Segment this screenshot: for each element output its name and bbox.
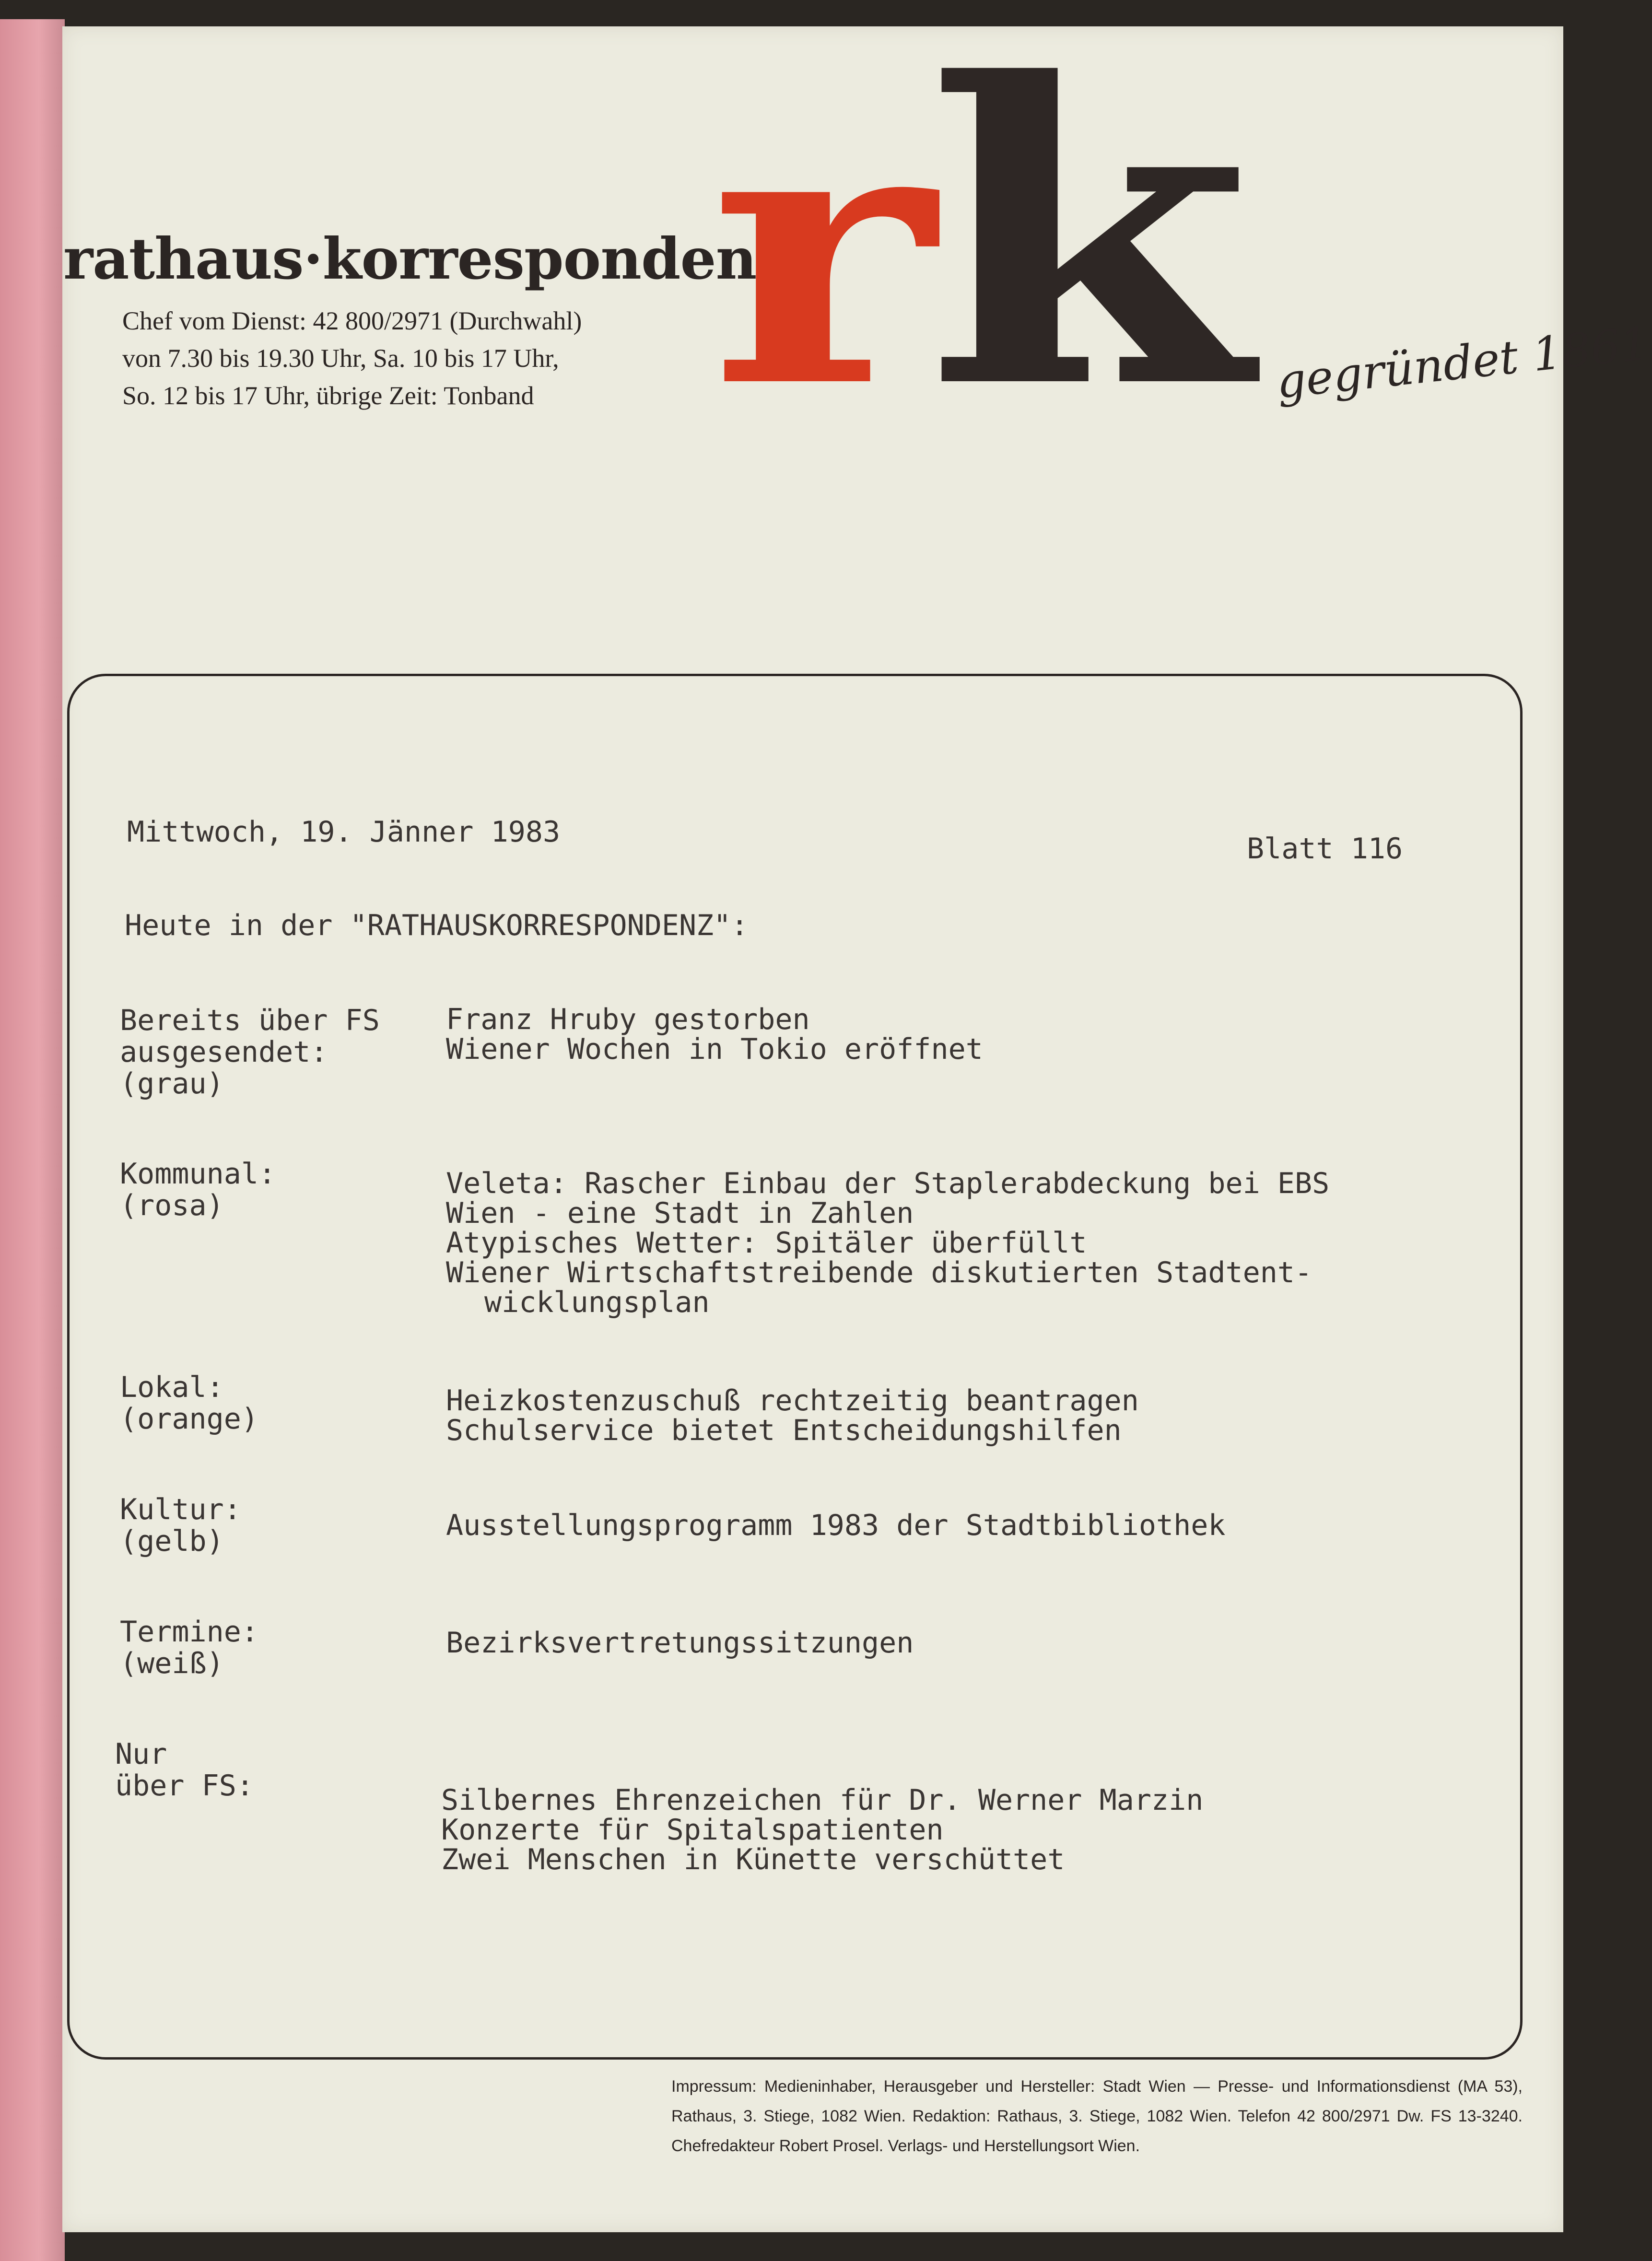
contact-info bbox=[122, 302, 650, 414]
section-items bbox=[446, 1628, 1501, 1658]
news-item: Bezirksvertretungssitzungen bbox=[446, 1626, 914, 1660]
category-line: ausgesendet: bbox=[120, 1035, 328, 1069]
news-item: Ausstellungsprogramm 1983 der Stadtbibliothek bbox=[446, 1509, 1226, 1542]
news-item: Konzerte für Spitalspatienten bbox=[441, 1813, 944, 1847]
category-line: Kultur: bbox=[120, 1493, 241, 1526]
section-items bbox=[441, 1785, 1496, 1874]
binding-edge bbox=[0, 19, 65, 2261]
category-line: Termine: bbox=[120, 1615, 258, 1649]
contact-line: Chef vom Dienst: 42 800/2971 (Durchwahl) bbox=[122, 306, 582, 335]
category-line: (grau) bbox=[120, 1067, 224, 1101]
section-category bbox=[120, 1158, 427, 1221]
impressum: Impressum: Medieninhaber, Herausgeber und Hersteller: Stadt Wien — Presse- und Informationsdienst (MA 53), Rathaus, 3. Stiege, 1082 Wien. Redaktion: Rathaus, 3. Stiege, 1082 Wien. Telefon 42 800/2971 Dw. FS 13-3240. Chefredakteur Robert Prosel. Verlags- und Herstellungsort Wien. bbox=[671, 2077, 1523, 2155]
issue-date: Mittwoch, 19. Jänner 1983 bbox=[127, 815, 561, 849]
section-category bbox=[115, 1738, 422, 1802]
contact-line: von 7.30 bis 19.30 Uhr, Sa. 10 bis 17 Uhr, bbox=[122, 344, 559, 373]
section-items bbox=[446, 1005, 1501, 1064]
sheet-number: Blatt 116 bbox=[1247, 832, 1403, 866]
category-line: (rosa) bbox=[120, 1189, 224, 1222]
category-line: (orange) bbox=[120, 1402, 258, 1436]
news-item: Wiener Wochen in Tokio eröffnet bbox=[446, 1032, 983, 1066]
category-line: Nur bbox=[115, 1737, 167, 1771]
news-item: Veleta: Rascher Einbau der Staplerabdeckung bei EBS bbox=[446, 1167, 1330, 1200]
news-item: Heizkostenzuschuß rechtzeitig beantragen bbox=[446, 1384, 1139, 1418]
section-items bbox=[446, 1169, 1501, 1317]
news-item: Wien - eine Stadt in Zahlen bbox=[446, 1196, 914, 1230]
rk-logo bbox=[710, 0, 1264, 479]
news-item: Zwei Menschen in Künette verschüttet bbox=[441, 1843, 1065, 1876]
category-line: (weiß) bbox=[120, 1647, 224, 1680]
category-line: Bereits über FS bbox=[120, 1004, 380, 1037]
section-category bbox=[120, 1616, 427, 1679]
news-item: Silbernes Ehrenzeichen für Dr. Werner Marzin bbox=[441, 1783, 1204, 1817]
logo-letter-k: k bbox=[926, 0, 1264, 479]
founded-signature: gegründet 1861 bbox=[1274, 316, 1652, 409]
section-category bbox=[120, 1371, 427, 1435]
logo-letter-r: r bbox=[710, 39, 944, 468]
news-item: Atypisches Wetter: Spitäler überfüllt bbox=[446, 1226, 1087, 1260]
section-category bbox=[120, 1005, 427, 1100]
category-line: (gelb) bbox=[120, 1524, 224, 1558]
contact-line: So. 12 bis 17 Uhr, übrige Zeit: Tonband bbox=[122, 381, 534, 410]
news-item: Franz Hruby gestorben bbox=[446, 1003, 810, 1036]
section-items bbox=[446, 1386, 1501, 1445]
category-line: Lokal: bbox=[120, 1371, 224, 1404]
section-category bbox=[120, 1494, 427, 1557]
news-item: Schulservice bietet Entscheidungshilfen bbox=[446, 1414, 1122, 1447]
news-item: Wiener Wirtschaftstreibende diskutierten Stadtent- bbox=[446, 1256, 1312, 1289]
masthead-title: rathaus·korrespondenz bbox=[63, 225, 788, 292]
section-items bbox=[446, 1511, 1501, 1540]
category-line: über FS: bbox=[115, 1769, 254, 1803]
category-line: Kommunal: bbox=[120, 1157, 276, 1191]
news-item: wicklungsplan bbox=[484, 1286, 710, 1319]
contents-heading: Heute in der "RATHAUSKORRESPONDENZ": bbox=[125, 909, 749, 942]
